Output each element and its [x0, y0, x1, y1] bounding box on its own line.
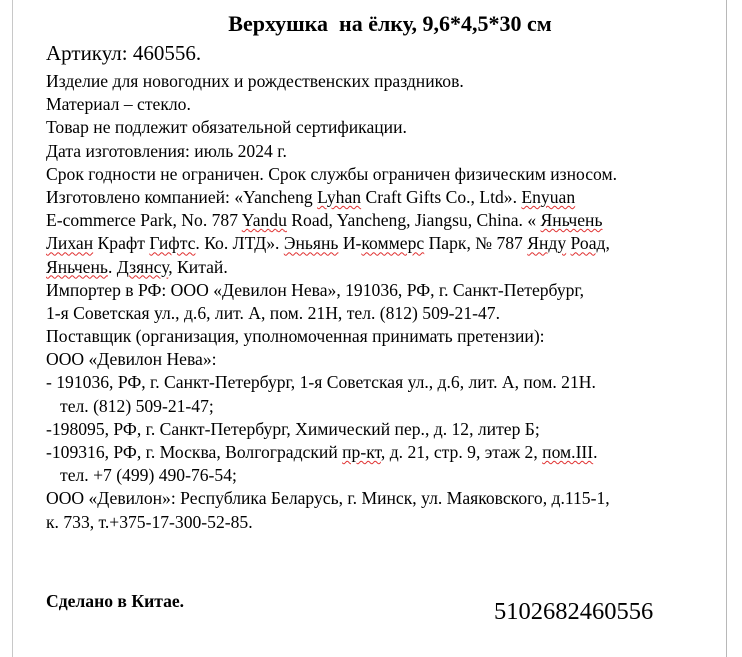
text-line — [46, 93, 726, 116]
spellcheck-word: Эньянь — [283, 233, 339, 254]
text-segment: Дата изготовления: июль 2024 г. — [46, 140, 287, 161]
text-segment: тел. (812) 509-21-47; — [60, 395, 214, 416]
text-segment: Изготовлено компанией: «Yancheng — [46, 186, 318, 207]
made-in-label: Сделано в Китае. — [46, 591, 185, 611]
text-segment: Срок годности не ограничен. Срок службы ограничен физическим износом. — [46, 163, 618, 184]
spellcheck-word: пр-кт — [342, 442, 381, 462]
spellcheck-word: Enyuan — [521, 186, 576, 207]
text-line — [46, 418, 726, 441]
text-line — [46, 116, 726, 139]
text-segment: Craft Gifts Co., Ltd». — [361, 186, 522, 207]
text-line — [46, 464, 726, 487]
text-segment: , Китай. — [168, 256, 228, 277]
text-segment: Крафт — [93, 233, 150, 254]
text-segment: Импортер в РФ: ООО «Девилон Нева», 191036, РФ, г. Санкт-Петербург, — [46, 279, 585, 300]
spellcheck-word: Яньчень — [46, 256, 108, 277]
text-segment: Товар не подлежит обязательной сертификации. — [46, 117, 407, 138]
page-left-border — [12, 0, 13, 657]
spellcheck-word: Лихан — [46, 233, 94, 254]
text-line — [46, 441, 726, 464]
text-segment: -109316, РФ, г. Москва, Волгоградский — [46, 442, 343, 462]
text-line — [46, 325, 726, 348]
text-line — [46, 511, 726, 534]
text-segment: - 191036, РФ, г. Санкт-Петербург, 1-я Советская ул., д.6, лит. А, пом. 21Н. — [46, 372, 596, 393]
spellcheck-word: Роад — [570, 233, 606, 254]
text-segment: -198095, РФ, г. Санкт-Петербург, Химический пер., д. 12, литер Б; — [46, 418, 540, 439]
text-segment: к. 733, т.+375-17-300-52-85. — [46, 511, 253, 532]
text-line — [46, 232, 726, 255]
text-segment: Изделие для новогодних и рождественских праздников. — [46, 71, 464, 91]
text-segment: . Ко. ЛТД». — [195, 233, 284, 254]
text-segment: , — [605, 233, 610, 254]
product-description — [46, 70, 726, 534]
spellcheck-word: Янду — [527, 233, 567, 254]
text-line — [46, 279, 726, 302]
text-segment: И- — [338, 233, 362, 254]
spellcheck-word: Yandu — [241, 210, 287, 231]
text-line — [46, 256, 726, 279]
text-segment: . — [107, 256, 117, 277]
text-segment: 1-я Советская ул., д.6, лит. А, пом. 21Н, тел. (812) 509-21-47. — [46, 302, 500, 323]
spellcheck-word: коммерс — [361, 233, 425, 254]
spellcheck-word: Lyhan — [317, 186, 362, 207]
text-segment: ООО «Девилон»: Республика Беларусь, г. Минск, ул. Маяковского, д.115-1, — [46, 488, 610, 509]
text-segment: Материал – стекло. — [46, 94, 191, 115]
text-line — [46, 348, 726, 371]
text-line — [46, 163, 726, 186]
article-number: Артикул: 460556. — [46, 41, 202, 65]
text-line — [46, 487, 726, 510]
text-segment: Road, Yancheng, Jiangsu, China. « — [286, 210, 541, 231]
spellcheck-word: пом.III — [542, 442, 594, 462]
text-line — [46, 302, 726, 325]
text-line — [46, 186, 726, 209]
page-right-border — [726, 0, 727, 657]
spellcheck-word: Яньчень — [540, 210, 603, 231]
text-line — [46, 371, 726, 394]
text-line — [46, 140, 726, 163]
text-segment: . — [593, 442, 598, 462]
text-segment: ООО «Девилон Нева»: — [46, 349, 217, 370]
spellcheck-word: Дзянсу — [116, 256, 169, 277]
text-segment: E-commerce Park, No. 787 — [46, 210, 242, 231]
product-title: Верхушка на ёлку, 9,6*4,5*30 см — [228, 11, 552, 36]
text-segment: Поставщик (организация, уполномоченная принимать претензии): — [46, 326, 545, 347]
spellcheck-word: Гифтс — [149, 233, 196, 254]
text-line — [46, 70, 726, 93]
barcode-number: 5102682460556 — [494, 598, 654, 625]
text-segment: , д. 21, стр. 9, этаж 2, — [380, 442, 543, 462]
text-line — [46, 395, 726, 418]
text-segment: тел. +7 (499) 490-76-54; — [60, 465, 237, 486]
text-segment: Парк, № 787 — [424, 233, 528, 254]
text-line — [46, 209, 726, 232]
